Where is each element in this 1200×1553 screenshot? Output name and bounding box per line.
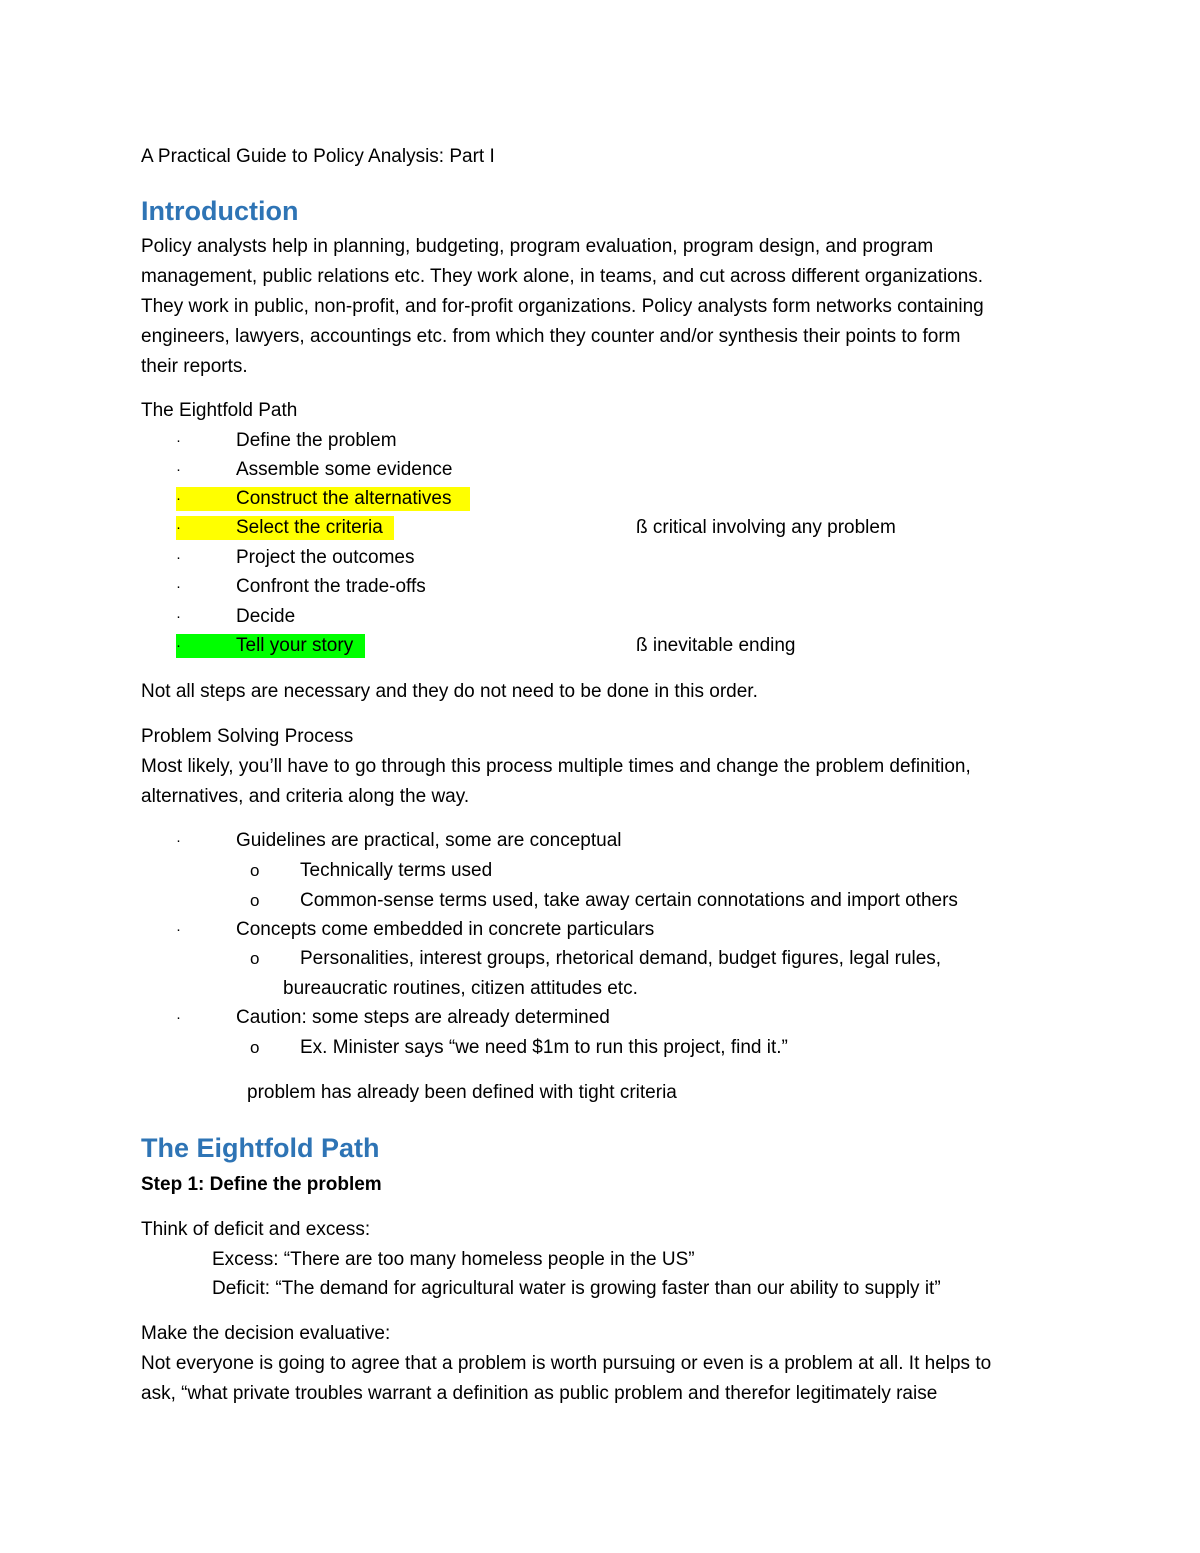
list-item-highlighted: Construct the alternatives [236, 488, 452, 509]
process-title: Problem Solving Process [141, 726, 354, 747]
list-item: Concepts come embedded in concrete particulars [236, 919, 655, 940]
bullet: · [176, 461, 181, 478]
bullet: · [176, 1009, 181, 1026]
list-item: Caution: some steps are already determined [236, 1007, 610, 1028]
process-line: Most likely, you’ll have to go through this process multiple times and change the problem definition, [141, 756, 971, 777]
bullet: · [176, 637, 181, 654]
evaluative-title: Make the decision evaluative: [141, 1323, 391, 1344]
document-title: A Practical Guide to Policy Analysis: Part I [141, 146, 495, 167]
sub-bullet: o [250, 949, 260, 968]
bullet: · [176, 832, 181, 849]
excess-example: Excess: “There are too many homeless people in the US” [212, 1249, 695, 1270]
intro-line: management, public relations etc. They work alone, in teams, and cut across different organizations. [141, 266, 984, 287]
process-line: alternatives, and criteria along the way. [141, 786, 470, 807]
sub-bullet: o [250, 861, 260, 880]
list-item: Project the outcomes [236, 547, 415, 568]
bullet: · [176, 578, 181, 595]
list-item: Decide [236, 606, 296, 627]
bullet: · [176, 921, 181, 938]
sub-bullet: o [250, 1038, 260, 1057]
list-item-highlighted: Select the criteria [236, 517, 383, 538]
list-item-highlighted: Tell your story [236, 635, 354, 656]
sub-list-item: Technically terms used [300, 860, 493, 881]
step-1-heading: Step 1: Define the problem [141, 1174, 382, 1195]
sub-bullet: o [250, 891, 260, 910]
order-note: Not all steps are necessary and they do not need to be done in this order. [141, 681, 758, 702]
sub-list-item: Ex. Minister says “we need $1m to run this project, find it.” [300, 1037, 788, 1058]
bullet: · [176, 549, 181, 566]
list-item: Confront the trade-offs [236, 576, 426, 597]
eightfold-path-heading: The Eightfold Path [141, 1133, 380, 1163]
intro-line: They work in public, non-profit, and for-profit organizations. Policy analysts form networks containing [141, 296, 984, 317]
list-item: Assemble some evidence [236, 459, 453, 480]
intro-line: Policy analysts help in planning, budgeting, program evaluation, program design, and program [141, 236, 934, 257]
deficit-example: Deficit: “The demand for agricultural water is growing faster than our ability to supply it” [212, 1278, 941, 1299]
sub-list-item: Personalities, interest groups, rhetorical demand, budget figures, legal rules, [300, 948, 942, 969]
list-item: Guidelines are practical, some are conceptual [236, 830, 622, 851]
intro-line: their reports. [141, 356, 248, 377]
evaluative-line: Not everyone is going to agree that a problem is worth pursuing or even is a problem at all. It helps to [141, 1353, 992, 1374]
evaluative-line: ask, “what private troubles warrant a definition as public problem and therefor legitimately raise [141, 1383, 938, 1404]
eightfold-list-title: The Eightfold Path [141, 400, 298, 421]
process-conclusion: problem has already been defined with tight criteria [247, 1082, 677, 1103]
bullet: · [176, 519, 181, 536]
introduction-heading: Introduction [141, 196, 299, 226]
bullet: · [176, 432, 181, 449]
bullet: · [176, 490, 181, 507]
bullet: · [176, 608, 181, 625]
intro-line: engineers, lawyers, accountings etc. from which they counter and/or synthesis their points to form [141, 326, 961, 347]
sub-list-item: Common-sense terms used, take away certain connotations and import others [300, 890, 958, 911]
list-note: ß critical involving any problem [636, 517, 896, 538]
sub-list-item-continued: bureaucratic routines, citizen attitudes etc. [283, 978, 638, 999]
deficit-excess-title: Think of deficit and excess: [141, 1219, 371, 1240]
list-item: Define the problem [236, 430, 397, 451]
list-note: ß inevitable ending [636, 635, 796, 656]
